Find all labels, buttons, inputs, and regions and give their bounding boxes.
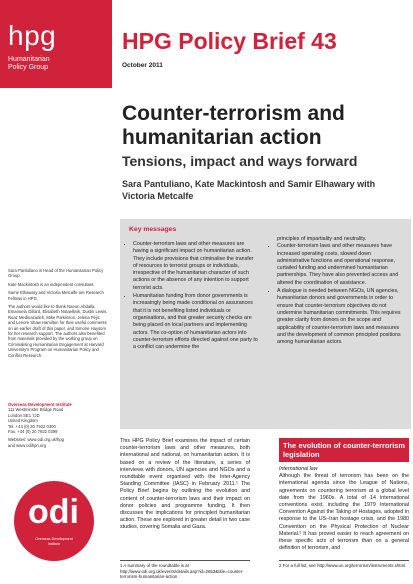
intro-paragraph: This HPG Policy Brief examines the impact of certain counter-terrorism laws and other measures, both international and national, on humanitarian action. It is based on a review of the literature, a series of interviews with donors, UN agencies and NGOs and a roundtable event organised with the Inter-Agency Standing Committee (IASC) in February 2011.¹ The Policy Brief begins by outlining the evolution and content of counter-terrorism laws and their impact on donor policies and programme funding. It then discusses the implications for principled humanitarian action. These are explored in greater detail in two case studies, covering Somalia and Gaza. xyxy=(120,438,250,531)
page-title: Counter-terrorism and humanitarian action xyxy=(122,102,345,149)
author-bios xyxy=(8,268,108,361)
page-subtitle: Tensions, impact and ways forward xyxy=(122,153,358,169)
section-heading: The evolution of counter-terrorism legislation xyxy=(279,438,409,462)
footnote-1: 1 A summary of the roundtable is at http://www.odi.org.uk/events/details.asp?id=2653&title=counter-terrorism-humanitarian-action. xyxy=(120,560,250,580)
hpg-logo-subtitle xyxy=(8,56,50,72)
odi-logo-caption-line-1: Overseas Development xyxy=(35,537,73,541)
logo-subtitle-line-2: Policy Group xyxy=(8,64,49,71)
odi-logo-mark: odi xyxy=(28,493,79,531)
key-messages-box xyxy=(120,219,411,429)
odi-contact xyxy=(8,402,108,448)
subsection-heading: International law xyxy=(279,466,318,472)
website-link[interactable]: Websites: www.odi.org.uk/hpg xyxy=(8,437,65,443)
key-message-item: • Counter-terrorism laws and other measures are having a significant impact on humanitarian action. They include provisions that criminalise the transfer of resources to terrorist groups or individuals, irrespective of the humanitarian character of such actions or the absence of any intention to support terrorist acts. xyxy=(133,241,258,292)
key-messages-left-column xyxy=(126,241,258,352)
odi-logo-caption-line-2: Institute xyxy=(47,542,61,546)
bio-mackintosh: Kate Mackintosh is an independent consultant. xyxy=(8,281,95,287)
main-content xyxy=(112,0,413,584)
key-messages-right-column xyxy=(270,236,402,347)
bio-pantuliano: Sara Pantuliano is Head of the Humanitarian Policy Group. xyxy=(8,268,104,279)
publication-date: October 2011 xyxy=(122,62,163,69)
body-paragraph: Although the threat of terrorism has been on the international agenda since the League of Nations, agreements on countering terrorism at a global level date from the 1960s. A total of 14 international conventions exist, including the 1979 International Convention Against the Taking of Hostages, adopted in response to the US–Iran hostage crisis, and the 1980 Convention on the Physical Protection of Nuclear Material.² It has proved easier to reach agreement on these specific acts of terrorism than on a general definition of terrorism, and xyxy=(279,473,409,552)
key-message-item: • Humanitarian funding from donor governments is increasingly being made conditional on assurances that it is not benefiting listed individuals or organisations, and that greater security checks are being placed on local partners and implementing actors. The co-option of humanitarian actors into counter-terrorism efforts directed against one party to a conflict can undermine the xyxy=(133,293,258,351)
hpg-logo-text: hpg xyxy=(8,20,57,51)
bio-elhawary-metcalfe: Samir Elhawary and Victoria Metcalfe are Research Fellows in HPG. xyxy=(8,290,104,301)
brief-title: HPG Policy Brief 43 xyxy=(122,28,337,54)
key-message-item: • A dialogue is needed between NGOs, UN agencies, humanitarian donors and governments in order to ensure that counter-terrorism objectives do not undermine humanitarian commitments. This requires greater clarity from donors on the scope and applicability of counter-terrorism laws and measures and the development of common principled positions among humanitarian actors. xyxy=(277,288,402,346)
footnote-2: 2 For a full list, see http://www.un.org/terrorism/instruments.shtml. xyxy=(279,560,409,569)
odi-logo xyxy=(14,481,94,561)
website-link[interactable]: and www.odihpn.org xyxy=(8,442,46,448)
hpg-logo xyxy=(0,0,112,88)
key-message-continuation: principles of impartiality and neutrality. xyxy=(277,236,367,242)
authors: Sara Pantuliano, Kate Mackintosh and Samir Elhawary with Victoria Metcalfe xyxy=(122,179,376,201)
logo-subtitle-line-1: Humanitarian xyxy=(8,56,50,63)
odi-name: Overseas Development Institute xyxy=(8,402,72,407)
address-line: Tel. +44 (0) 20 7922 0300 xyxy=(8,423,56,429)
sidebar xyxy=(0,0,112,584)
address-line: London SE1 7JD xyxy=(8,412,40,418)
body-left-column xyxy=(120,438,250,532)
body-right-column xyxy=(279,438,409,552)
key-messages-title: Key messages xyxy=(129,226,177,233)
address-line: 111 Westminster Bridge Road xyxy=(8,407,64,413)
odi-logo-caption xyxy=(22,537,86,547)
address-line: Fax. +44 (0) 20 7922 0399 xyxy=(8,429,58,435)
address-line: United Kingdom xyxy=(8,418,38,424)
acknowledgements: The authors would like to thank Naeun Abdalla, Emanuela Gillard, Elisabeth Notaelkvik, Dustin Lewis, Ruaz Medinazadeh, Mike Parkinson, Jelena Pejic and Lenore Shaw Hamilton for their useful comments on an earlier draft of this paper, and Simone Haysom for her research support. The authors also benefited from materials provided by the working group on Criminalising Humanitarian Engagement at Harvard University's Program on Humanitarian Policy and Conflict Research. xyxy=(8,304,108,358)
key-message-item: • Counter-terrorism laws and other measures have increased operating costs, slowed down administrative functions and operational response, curtailed funding and undermined humanitarian partnerships. They have also prevented access and altered the coordination of assistance. xyxy=(277,243,402,287)
